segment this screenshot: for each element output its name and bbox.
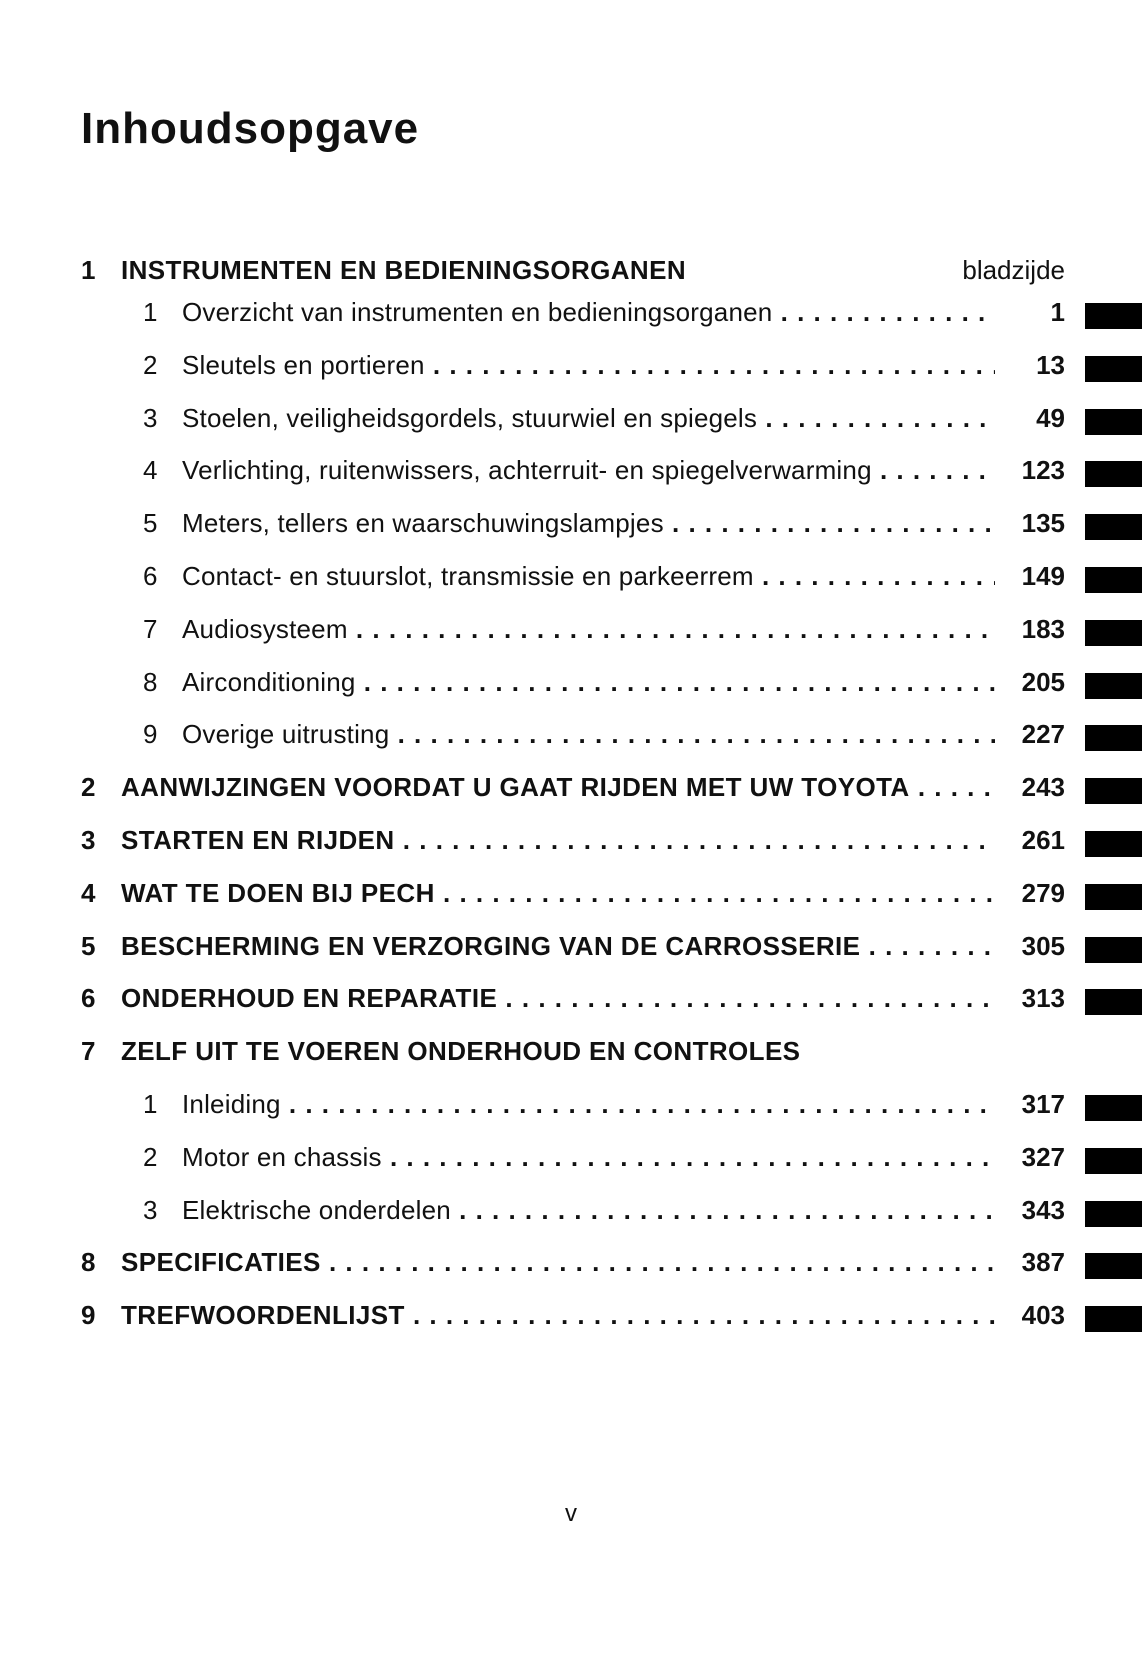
toc-entry-page: 135 bbox=[1021, 508, 1065, 538]
toc-entry-label: Overige uitrusting . . . bbox=[182, 717, 995, 751]
thumb-index-tab bbox=[1085, 356, 1142, 382]
thumb-index-tab bbox=[1085, 884, 1142, 910]
toc-entry bbox=[81, 348, 1065, 382]
thumb-index-tab bbox=[1085, 673, 1142, 699]
toc-entry-label: Verlichting, ruitenwissers, achterruit- en spiegelverwarming . . . bbox=[182, 453, 995, 487]
toc-entry-label: WAT TE DOEN BIJ PECH . . . bbox=[121, 876, 995, 910]
toc-entry-number: 2 bbox=[143, 1142, 158, 1172]
toc-entry-page: 313 bbox=[1021, 983, 1065, 1013]
toc-entry-label: ZELF UIT TE VOEREN ONDERHOUD EN CONTROLES bbox=[121, 1036, 801, 1066]
page-column-label: bladzijde bbox=[962, 255, 1065, 285]
thumb-index-tab bbox=[1085, 1201, 1142, 1227]
toc-entry bbox=[81, 1193, 1065, 1227]
toc-entry bbox=[81, 717, 1065, 751]
toc-entry bbox=[81, 1087, 1065, 1121]
thumb-index-tab bbox=[1085, 725, 1142, 751]
thumb-index-tab bbox=[1085, 461, 1142, 487]
toc-entry bbox=[81, 612, 1065, 646]
toc-entry bbox=[81, 1245, 1065, 1279]
toc-entry bbox=[81, 823, 1065, 857]
toc-entry-label: SPECIFICATIES . . . bbox=[121, 1245, 995, 1279]
toc-entry-label: Inleiding . . . bbox=[182, 1087, 995, 1121]
section-title: INSTRUMENTEN EN BEDIENINGSORGANEN bbox=[121, 255, 687, 285]
toc-entry-label: ONDERHOUD EN REPARATIE . . . bbox=[121, 981, 995, 1015]
page-number-footer: v bbox=[565, 1500, 577, 1527]
thumb-index-tab bbox=[1085, 1306, 1142, 1332]
toc-entry-number: 9 bbox=[81, 1300, 96, 1330]
thumb-index-tab bbox=[1085, 778, 1142, 804]
toc-entry-number: 6 bbox=[81, 983, 96, 1013]
thumb-index-tab bbox=[1085, 989, 1142, 1015]
toc-entry-page: 343 bbox=[1021, 1195, 1065, 1225]
toc-entry-number: 5 bbox=[81, 931, 96, 961]
thumb-index-tab bbox=[1085, 937, 1142, 963]
toc-entry-label: Sleutels en portieren . . . bbox=[182, 348, 995, 382]
thumb-index-tab bbox=[1085, 409, 1142, 435]
toc-entry bbox=[81, 770, 1065, 804]
toc-entry-label: Airconditioning . . . bbox=[182, 665, 995, 699]
toc-entry-number: 2 bbox=[81, 772, 96, 802]
toc-entry-page: 205 bbox=[1021, 667, 1065, 697]
toc-entry-page: 13 bbox=[1036, 350, 1065, 380]
toc-entry-label: TREFWOORDENLIJST . . . bbox=[121, 1298, 995, 1332]
thumb-index-tab bbox=[1085, 1148, 1142, 1174]
toc-entry-page: 317 bbox=[1021, 1089, 1065, 1119]
toc-entry-page: 243 bbox=[1021, 772, 1065, 802]
toc-entry-page: 305 bbox=[1021, 931, 1065, 961]
toc-entry-page: 227 bbox=[1021, 719, 1065, 749]
toc-entry-label: Overzicht van instrumenten en bedieningsorganen . . . bbox=[182, 295, 995, 329]
toc-entry-number: 6 bbox=[143, 561, 158, 591]
toc-entry-number: 1 bbox=[143, 1089, 158, 1119]
toc-entry bbox=[81, 1140, 1065, 1174]
toc-entry-page: 183 bbox=[1021, 614, 1065, 644]
toc-entry-page: 327 bbox=[1021, 1142, 1065, 1172]
toc-entry-page: 261 bbox=[1021, 825, 1065, 855]
thumb-index-tab bbox=[1085, 620, 1142, 646]
toc-entry bbox=[81, 453, 1065, 487]
toc-entry bbox=[81, 506, 1065, 540]
toc-entry bbox=[81, 665, 1065, 699]
thumb-index-tab bbox=[1085, 514, 1142, 540]
toc-entry bbox=[81, 559, 1065, 593]
toc-entry bbox=[81, 1298, 1065, 1332]
toc-entry-label: STARTEN EN RIJDEN . . . bbox=[121, 823, 995, 857]
toc-entry-number: 2 bbox=[143, 350, 158, 380]
toc-entry-number: 3 bbox=[143, 1195, 158, 1225]
toc-entry-page: 149 bbox=[1021, 561, 1065, 591]
toc-entry-number: 4 bbox=[81, 878, 96, 908]
toc-entry-number: 8 bbox=[143, 667, 158, 697]
toc-entry bbox=[81, 295, 1065, 329]
toc-entry-number: 4 bbox=[143, 455, 158, 485]
toc-entry bbox=[81, 1034, 1065, 1068]
thumb-index-tab bbox=[1085, 303, 1142, 329]
toc-entry-label: Contact- en stuurslot, transmissie en parkeerrem . . . bbox=[182, 559, 995, 593]
thumb-index-tab bbox=[1085, 831, 1142, 857]
toc-entry-page: 123 bbox=[1021, 455, 1065, 485]
toc-entry-label: Elektrische onderdelen . . . bbox=[182, 1193, 995, 1227]
toc-entry-label: BESCHERMING EN VERZORGING VAN DE CARROSSERIE . . . bbox=[121, 929, 995, 963]
toc-entry-label: AANWIJZINGEN VOORDAT U GAAT RIJDEN MET UW TOYOTA . . . bbox=[121, 770, 995, 804]
toc-entry bbox=[81, 929, 1065, 963]
page-title: Inhoudsopgave bbox=[81, 104, 420, 153]
toc-entry-page: 403 bbox=[1021, 1300, 1065, 1330]
toc-entry-number: 7 bbox=[143, 614, 158, 644]
toc-entry-page: 49 bbox=[1036, 403, 1065, 433]
toc-entry-page: 279 bbox=[1021, 878, 1065, 908]
toc-entry-number: 3 bbox=[143, 403, 158, 433]
toc-entry bbox=[81, 876, 1065, 910]
section-number: 1 bbox=[81, 255, 96, 285]
toc-entry-number: 1 bbox=[143, 297, 158, 327]
toc-entry-number: 7 bbox=[81, 1036, 96, 1066]
toc-entry-page: 387 bbox=[1021, 1247, 1065, 1277]
thumb-index-tab bbox=[1085, 1095, 1142, 1121]
toc-entry-number: 8 bbox=[81, 1247, 96, 1277]
toc-entry bbox=[81, 401, 1065, 435]
toc-entry-number: 5 bbox=[143, 508, 158, 538]
toc-entry-label: Meters, tellers en waarschuwingslampjes . . . bbox=[182, 506, 995, 540]
toc-entry-label: Audiosysteem . . . bbox=[182, 612, 995, 646]
toc-entry-label: Stoelen, veiligheidsgordels, stuurwiel en spiegels . . . bbox=[182, 401, 995, 435]
toc-entry-number: 3 bbox=[81, 825, 96, 855]
toc-entry-label: Motor en chassis . . . bbox=[182, 1140, 995, 1174]
thumb-index-tab bbox=[1085, 567, 1142, 593]
toc-entry-number: 9 bbox=[143, 719, 158, 749]
toc-entry-page: 1 bbox=[1050, 297, 1065, 327]
thumb-index-tab bbox=[1085, 1253, 1142, 1279]
toc-entry bbox=[81, 981, 1065, 1015]
